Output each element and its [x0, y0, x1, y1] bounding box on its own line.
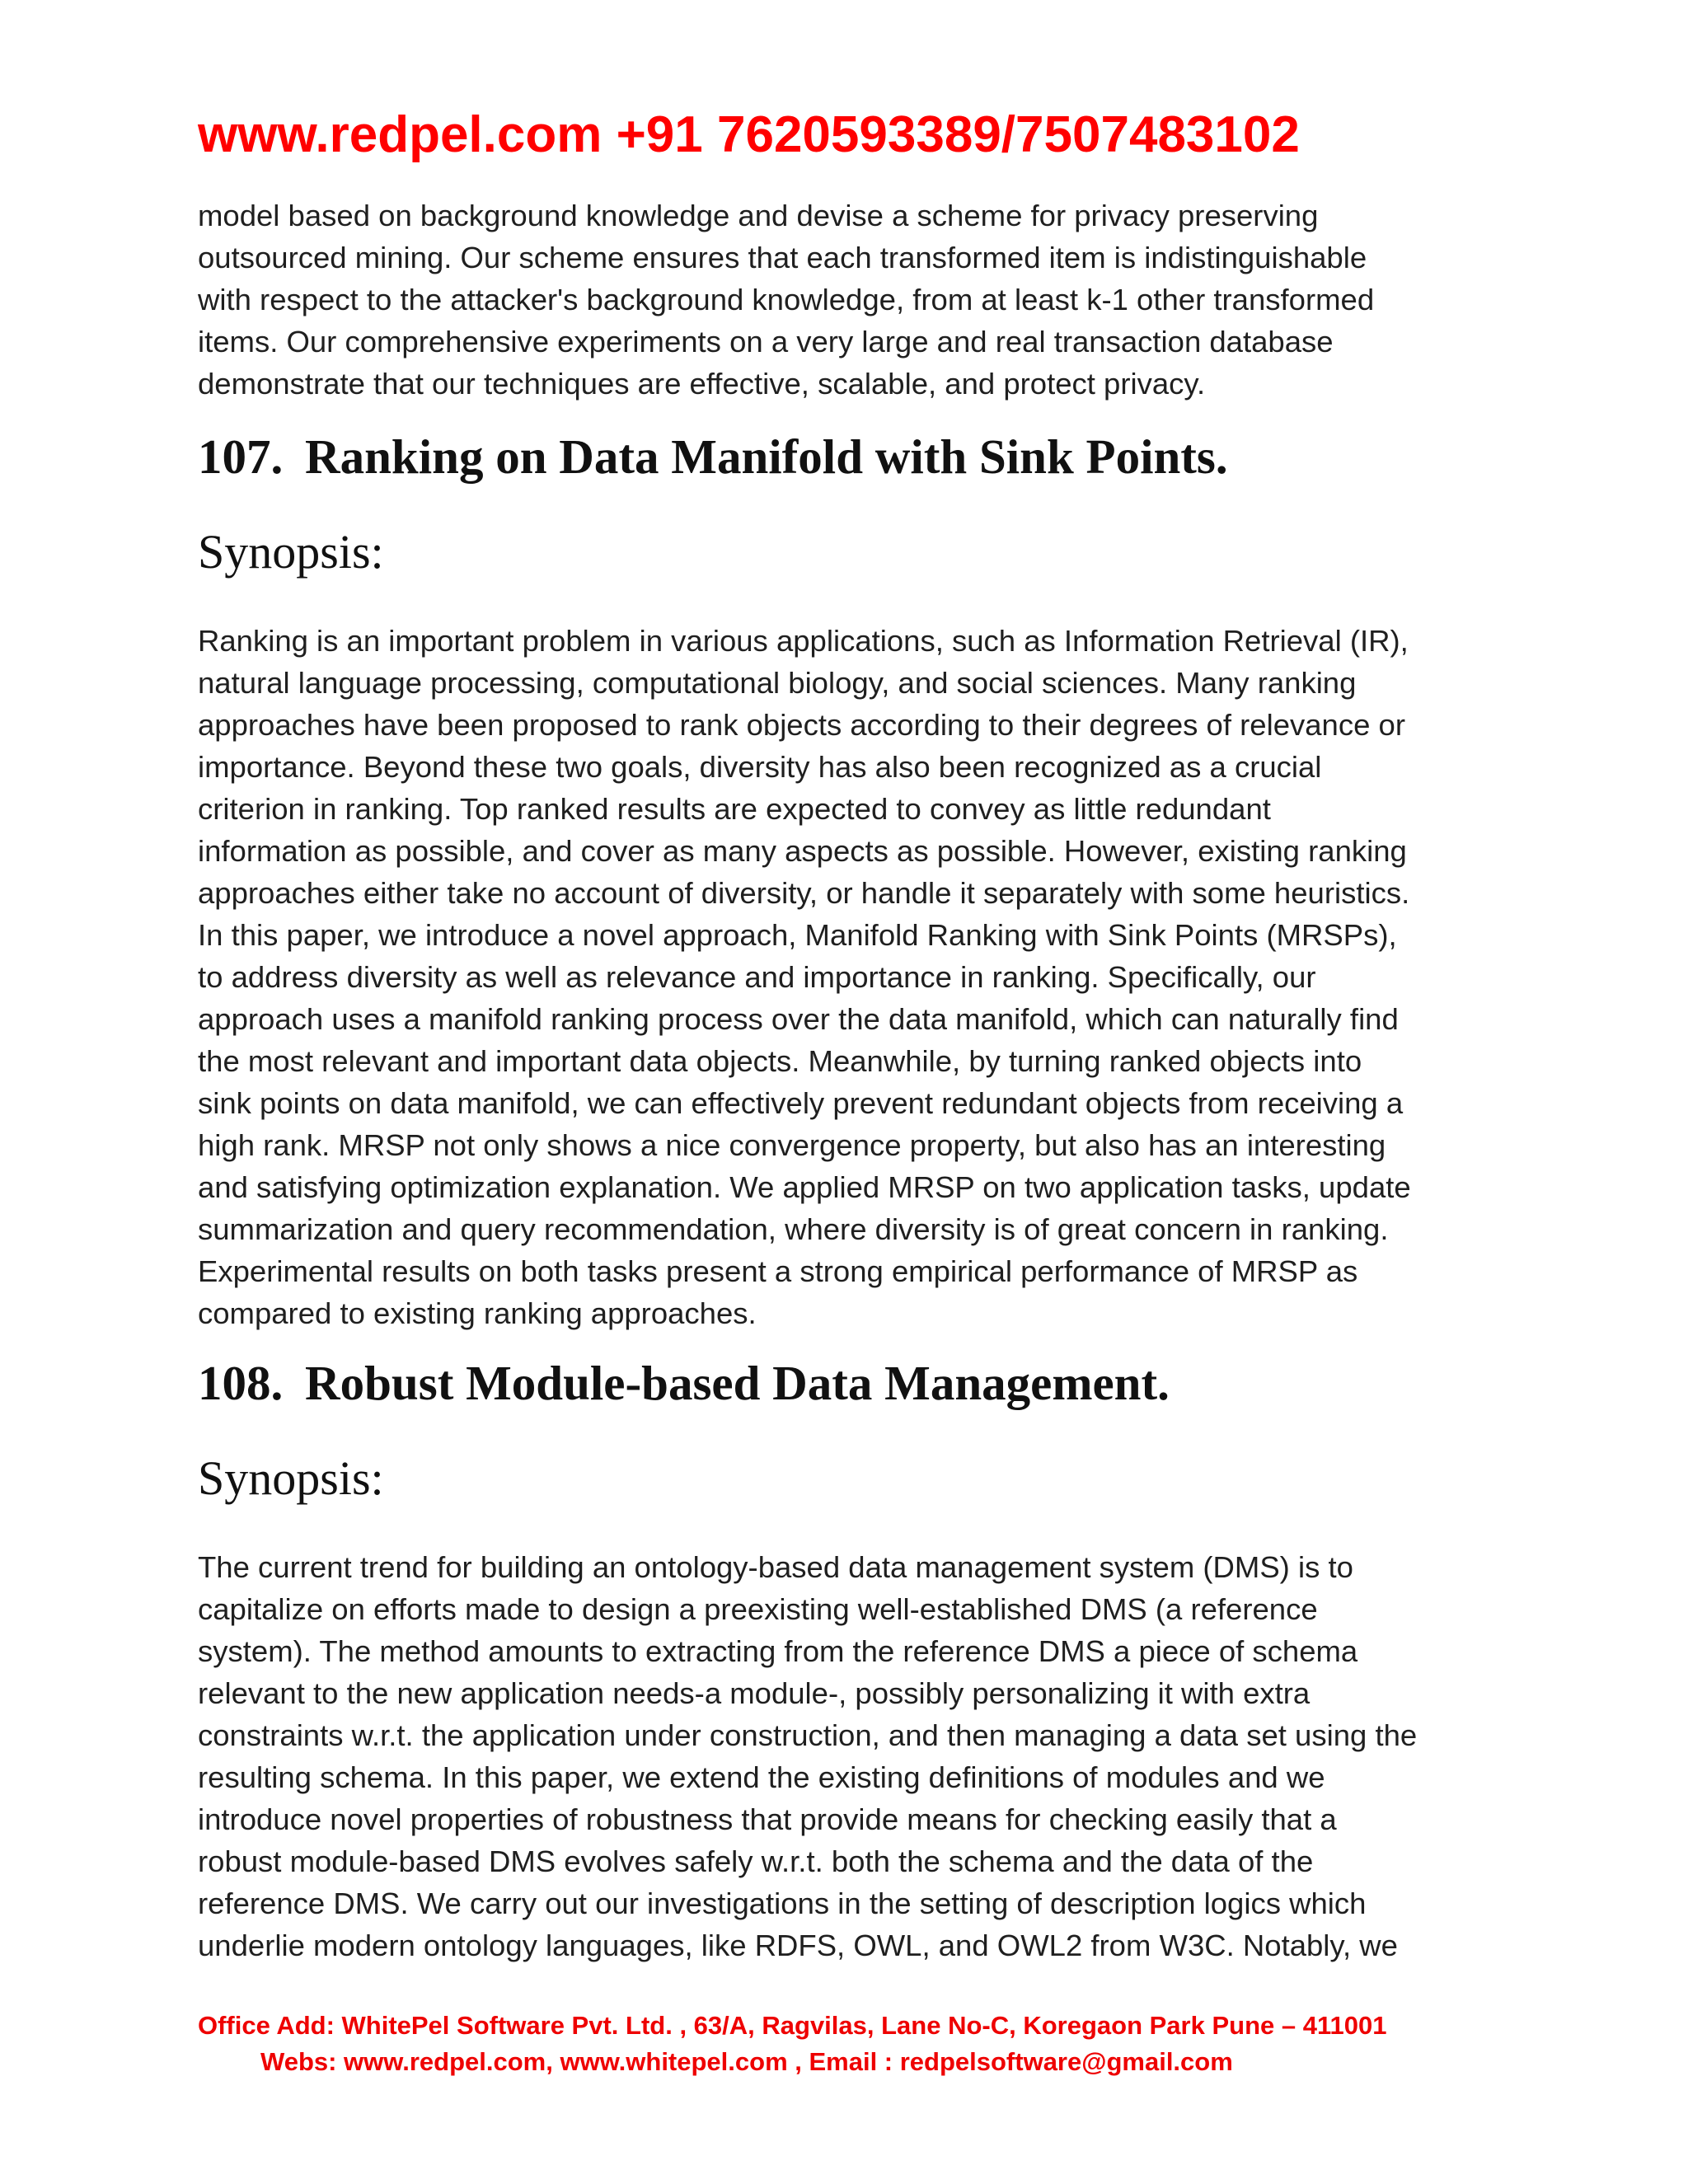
text-line: robust module-based DMS evolves safely w.r.t. both the schema and the data of the: [198, 1844, 1314, 1878]
synopsis-paragraph-108: [198, 1546, 1517, 1966]
section-number: 108.: [198, 1356, 284, 1410]
text-line: compared to existing ranking approaches.: [198, 1296, 757, 1330]
text-line: approaches either take no account of diversity, or handle it separately with some heuristics.: [198, 876, 1410, 910]
footer-websites-email: Webs: www.redpel.com, www.whitepel.com , Email : redpelsoftware@gmail.com: [260, 2047, 1233, 2076]
section-title: Robust Module-based Data Management.: [305, 1356, 1170, 1410]
text-line: relevant to the new application needs-a module-, possibly personalizing it with extra: [198, 1676, 1311, 1710]
text-line: In this paper, we introduce a novel approach, Manifold Ranking with Sink Points (MRSPs),: [198, 918, 1397, 952]
text-line: criterion in ranking. Top ranked results are expected to convey as little redundant: [198, 792, 1271, 826]
synopsis-label-107: Synopsis:: [198, 525, 384, 579]
text-line: importance. Beyond these two goals, diversity has also been recognized as a crucial: [198, 750, 1322, 784]
text-line: The current trend for building an ontology-based data management system (DMS) is to: [198, 1550, 1353, 1584]
text-line: with respect to the attacker's background knowledge, from at least k-1 other transformed: [198, 283, 1375, 316]
text-line: constraints w.r.t. the application under construction, and then managing a data set using the: [198, 1718, 1418, 1752]
section-title: Ranking on Data Manifold with Sink Points.: [305, 429, 1228, 484]
text-line: demonstrate that our techniques are effective, scalable, and protect privacy.: [198, 367, 1206, 401]
footer-office-address: Office Add: WhitePel Software Pvt. Ltd. , 63/A, Ragvilas, Lane No-C, Koregaon Park Pune – 411001: [198, 2011, 1387, 2040]
text-line: approach uses a manifold ranking process over the data manifold, which can naturally find: [198, 1002, 1399, 1036]
text-line: and satisfying optimization explanation. We applied MRSP on two application tasks, update: [198, 1170, 1411, 1204]
text-line: information as possible, and cover as many aspects as possible. However, existing ranking: [198, 834, 1407, 868]
synopsis-label-108: Synopsis:: [198, 1451, 384, 1505]
synopsis-paragraph-107: [198, 620, 1517, 1334]
section-number: 107.: [198, 429, 284, 484]
text-line: reference DMS. We carry out our investigations in the setting of description logics which: [198, 1886, 1367, 1920]
text-line: sink points on data manifold, we can effectively prevent redundant objects from receiving a: [198, 1086, 1404, 1120]
header-contact-line: www.redpel.com +91 7620593389/7507483102: [198, 106, 1300, 163]
section-heading-108: [198, 1355, 1170, 1412]
text-line: summarization and query recommendation, where diversity is of great concern in ranking.: [198, 1212, 1389, 1246]
text-line: to address diversity as well as relevance and importance in ranking. Specifically, our: [198, 960, 1316, 994]
text-line: capitalize on efforts made to design a preexisting well-established DMS (a reference: [198, 1592, 1318, 1626]
text-line: Experimental results on both tasks present a strong empirical performance of MRSP as: [198, 1254, 1358, 1288]
text-line: introduce novel properties of robustness that provide means for checking easily that a: [198, 1802, 1337, 1836]
text-line: natural language processing, computational biology, and social sciences. Many ranking: [198, 666, 1357, 700]
text-line: approaches have been proposed to rank objects according to their degrees of relevance or: [198, 708, 1405, 742]
text-line: Ranking is an important problem in various applications, such as Information Retrieval (IR),: [198, 624, 1409, 658]
text-line: items. Our comprehensive experiments on a very large and real transaction database: [198, 325, 1334, 359]
text-line: outsourced mining. Our scheme ensures that each transformed item is indistinguishable: [198, 241, 1367, 274]
text-line: system). The method amounts to extracting from the reference DMS a piece of schema: [198, 1634, 1358, 1668]
text-line: underlie modern ontology languages, like RDFS, OWL, and OWL2 from W3C. Notably, we: [198, 1929, 1398, 1962]
text-line: high rank. MRSP not only shows a nice convergence property, but also has an interesting: [198, 1128, 1386, 1162]
text-line: resulting schema. In this paper, we extend the existing definitions of modules and we: [198, 1760, 1325, 1794]
section-heading-107: [198, 429, 1228, 485]
text-line: the most relevant and important data objects. Meanwhile, by turning ranked objects into: [198, 1044, 1362, 1078]
text-line: model based on background knowledge and devise a scheme for privacy preserving: [198, 199, 1319, 232]
intro-paragraph: [198, 194, 1517, 405]
